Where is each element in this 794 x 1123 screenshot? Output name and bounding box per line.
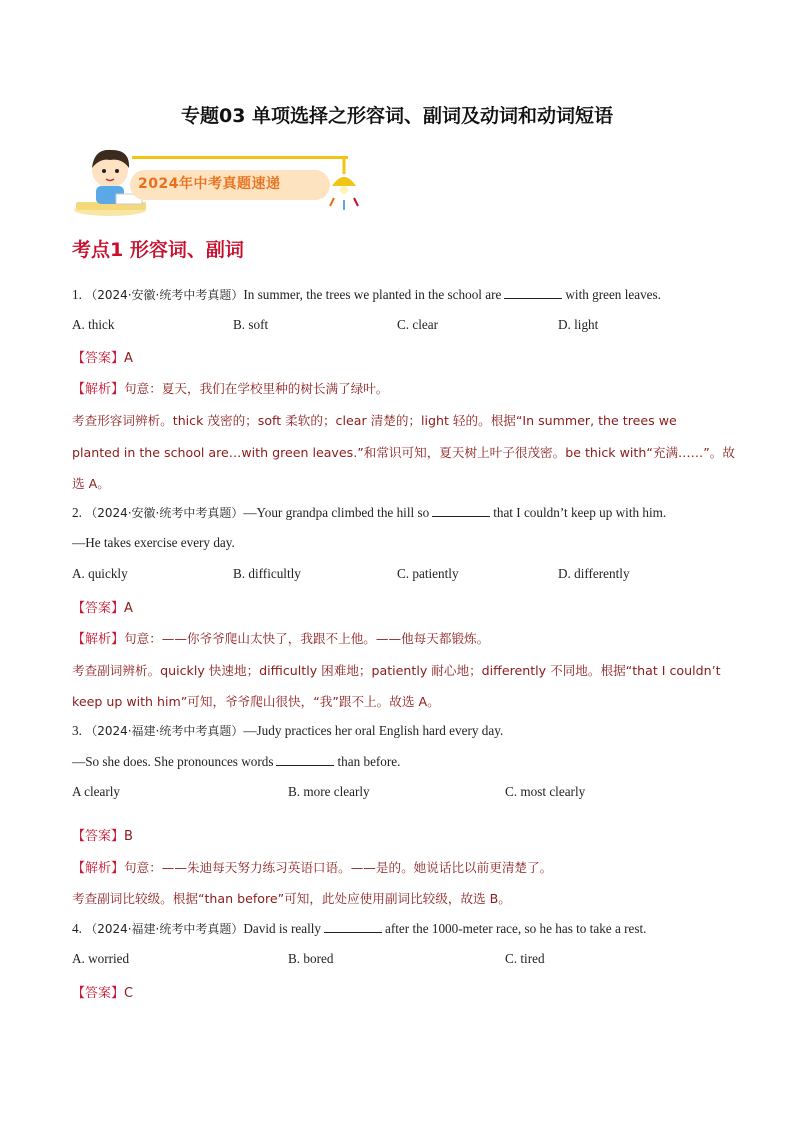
question-3-stem-line2 <box>72 753 400 770</box>
question-number: 2. <box>72 505 82 520</box>
option-b: B. bored <box>288 951 334 966</box>
analysis-line <box>72 378 388 397</box>
lamp-icon <box>324 156 364 216</box>
page-title: 专题03 单项选择之形容词、副词及动词和动词短语 <box>180 105 614 127</box>
answer-line <box>72 597 133 616</box>
stem-text: that I couldn’t keep up with him. <box>493 505 667 520</box>
option-c: C. patiently <box>397 566 459 581</box>
question-source: （2024·安徽·统考中考真题） <box>85 288 244 302</box>
answer-blank <box>276 753 334 766</box>
question-source: （2024·福建·统考中考真题） <box>85 724 244 738</box>
option-c: C. clear <box>397 317 439 332</box>
stem-text: —So she does. She pronounces words <box>72 754 274 769</box>
analysis-text: 句意：——你爷爷爬山太快了，我跟不上他。——他每天都锻炼。 <box>124 631 490 646</box>
stem-text: —Judy practices her oral English hard every day. <box>243 723 504 738</box>
answer-value: A <box>124 601 133 616</box>
analysis-tag: 【解析】 <box>72 861 125 876</box>
option-a: A. worried <box>72 951 130 966</box>
analysis-text: 句意：——朱迪每天努力练习英语口语。——是的。她说话比以前更清楚了。 <box>124 860 553 875</box>
stem-text: In summer, the trees we planted in the school are <box>243 287 502 302</box>
answer-tag: 【答案】 <box>72 986 125 1001</box>
analysis-tag: 【解析】 <box>72 632 125 647</box>
answer-line <box>72 825 133 844</box>
option-b: B. more clearly <box>288 784 370 799</box>
question-number: 1. <box>72 287 82 302</box>
option-a: A. quickly <box>72 566 128 581</box>
analysis-text: planted in the school are…with green leaves.”和常识可知，夏天树上叶子很茂密。be thick with“充满……”。故 <box>72 445 735 460</box>
analysis-text: keep up with him”可知，爷爷爬山很快，“我”跟不上。故选 A。 <box>72 694 440 709</box>
analysis-text: 考查副词比较级。根据“than before”可知，此处应使用副词比较级，故选 B。 <box>72 891 511 906</box>
answer-value: C <box>124 986 134 1001</box>
analysis-line <box>72 857 552 876</box>
question-1-stem <box>72 286 661 303</box>
question-2-stem-line2: —He takes exercise every day. <box>72 535 235 550</box>
answer-value: B <box>124 829 133 844</box>
stem-text: than before. <box>337 754 401 769</box>
option-c: C. tired <box>505 951 545 966</box>
option-a: A clearly <box>72 784 120 799</box>
answer-tag: 【答案】 <box>72 601 125 616</box>
answer-tag: 【答案】 <box>72 351 125 366</box>
analysis-text: 考查副词辨析。quickly 快速地；difficultly 困难地；patiently 耐心地；differently 不同地。根据“that I couldn’t <box>72 663 721 678</box>
analysis-text: 考查形容词辨析。thick 茂密的；soft 柔软的；clear 清楚的；light 轻的。根据“In summer, the trees we <box>72 413 677 428</box>
option-b: B. soft <box>233 317 269 332</box>
question-number: 3. <box>72 723 82 738</box>
stem-text: —Your grandpa climbed the hill so <box>243 505 430 520</box>
question-source: （2024·福建·统考中考真题） <box>85 922 244 936</box>
option-c: C. most clearly <box>505 784 586 799</box>
option-b: B. difficultly <box>233 566 301 581</box>
question-3-stem <box>72 722 503 739</box>
answer-blank <box>432 504 490 517</box>
answer-line <box>72 347 133 366</box>
stem-text: with green leaves. <box>565 287 661 302</box>
option-d: D. light <box>558 317 599 332</box>
stem-text: after the 1000-meter race, so he has to take a rest. <box>385 921 647 936</box>
answer-blank <box>324 920 382 933</box>
answer-blank <box>504 286 562 299</box>
answer-tag: 【答案】 <box>72 829 125 844</box>
analysis-line <box>72 628 489 647</box>
section-heading: 考点1 形容词、副词 <box>72 239 244 261</box>
stem-text: David is really <box>243 921 321 936</box>
analysis-text: 句意：夏天，我们在学校里种的树长满了绿叶。 <box>124 381 389 396</box>
option-a: A. thick <box>72 317 115 332</box>
answer-line <box>72 982 133 1001</box>
question-number: 4. <box>72 921 82 936</box>
banner-yellow-bar <box>132 156 348 159</box>
analysis-text: 选 A。 <box>72 476 110 491</box>
question-4-stem <box>72 920 646 937</box>
banner-text: 2024年中考真题速递 <box>138 176 281 192</box>
banner <box>72 140 362 220</box>
question-2-stem <box>72 504 666 521</box>
question-source: （2024·安徽·统考中考真题） <box>85 506 244 520</box>
answer-value: A <box>124 351 133 366</box>
analysis-tag: 【解析】 <box>72 382 125 397</box>
option-d: D. differently <box>558 566 630 581</box>
